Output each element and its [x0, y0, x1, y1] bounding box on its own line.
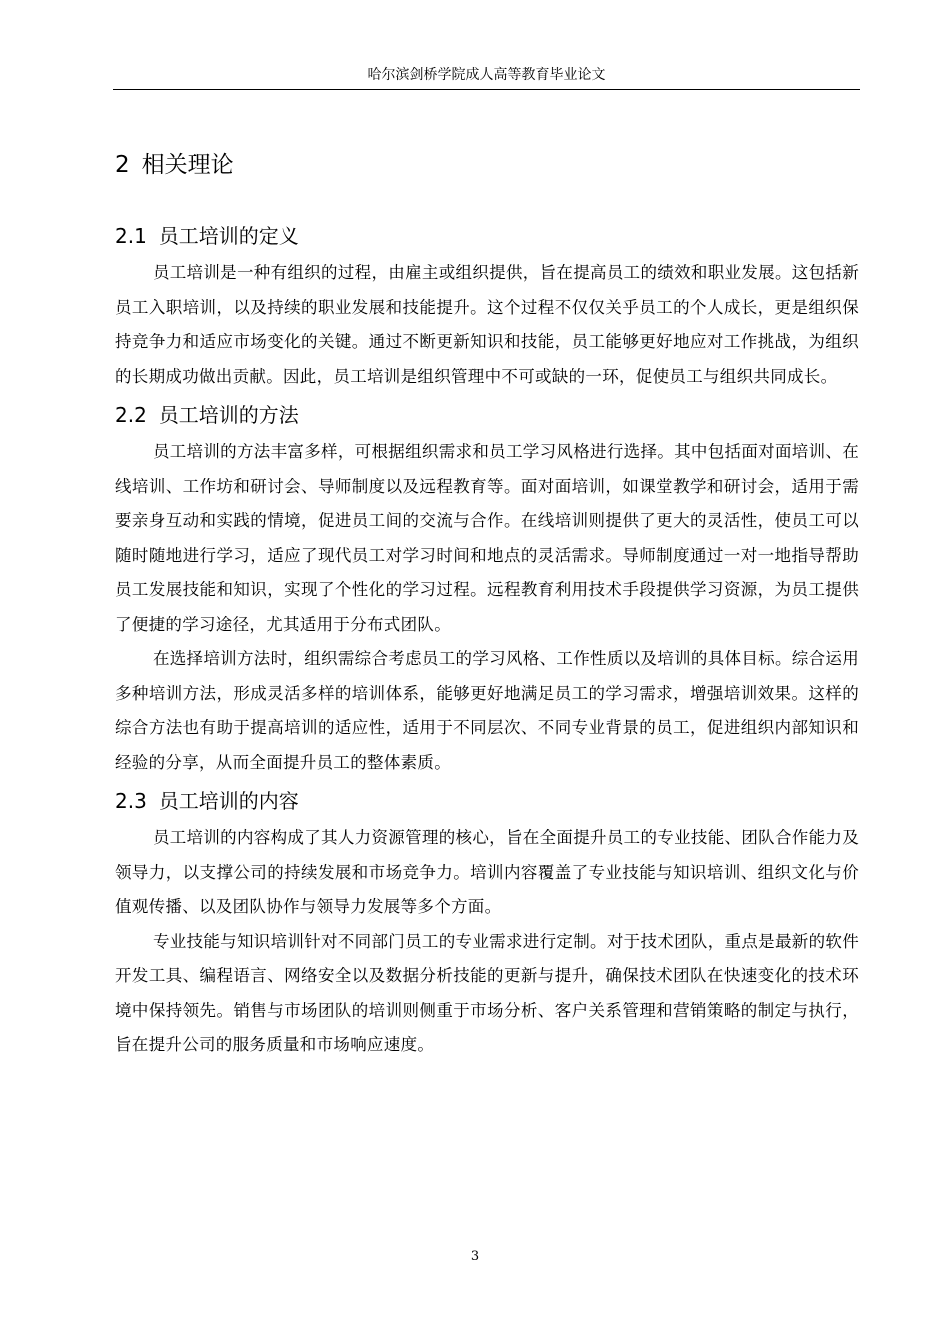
section-heading — [115, 784, 859, 818]
section-title: 员工培训的方法 — [158, 403, 299, 427]
section-title: 员工培训的内容 — [158, 789, 299, 813]
chapter-number: 2 — [115, 152, 130, 178]
section-heading — [115, 219, 859, 253]
section-number: 2.3 — [115, 789, 147, 813]
body-paragraph: 专业技能与知识培训针对不同部门员工的专业需求进行定制。对于技术团队，重点是最新的软件开发工具、编程语言、网络安全以及数据分析技能的更新与提升，确保技术团队在快速变化的技术环境中保持领先。销售与市场团队的培训则侧重于市场分析、客户关系管理和营销策略的制定与执行，旨在提升公司的服务质量和市场响应速度。 — [115, 931, 859, 1054]
page-number: 3 — [470, 1249, 480, 1264]
section-number: 2.1 — [115, 224, 147, 248]
section-heading — [115, 398, 859, 432]
page-content — [115, 148, 859, 1063]
body-paragraph: 员工培训的方法丰富多样，可根据组织需求和员工学习风格进行选择。其中包括面对面培训、在线培训、工作坊和研讨会、导师制度以及远程教育等。面对面培训，如课堂教学和研讨会，适用于需要亲身互动和实践的情境，促进员工间的交流与合作。在线培训则提供了更大的灵活性，使员工可以随时随地进行学习，适应了现代员工对学习时间和地点的灵活需求。导师制度通过一对一地指导帮助员工发展技能和知识，实现了个性化的学习过程。远程教育利用技术手段提供学习资源，为员工提供了便捷的学习途径，尤其适用于分布式团队。 — [115, 442, 859, 634]
body-paragraph: 员工培训是一种有组织的过程，由雇主或组织提供，旨在提高员工的绩效和职业发展。这包括新员工入职培训，以及持续的职业发展和技能提升。这个过程不仅仅关乎员工的个人成长，更是组织保持竞争力和适应市场变化的关键。通过不断更新知识和技能，员工能够更好地应对工作挑战，为组织的长期成功做出贡献。因此，员工培训是组织管理中不可或缺的一环，促使员工与组织共同成长。 — [115, 263, 859, 386]
chapter-title: 相关理论 — [141, 152, 234, 178]
section-number: 2.2 — [115, 403, 147, 427]
body-paragraph: 在选择培训方法时，组织需综合考虑员工的学习风格、工作性质以及培训的具体目标。综合运用多种培训方法，形成灵活多样的培训体系，能够更好地满足员工的学习需求，增强培训效果。这样的综合方法也有助于提高培训的适应性，适用于不同层次、不同专业背景的员工，促进组织内部知识和经验的分享，从而全面提升员工的整体素质。 — [115, 649, 859, 772]
running-header: 哈尔滨剑桥学院成人高等教育毕业论文 — [367, 67, 606, 83]
section-title: 员工培训的定义 — [158, 224, 299, 248]
body-paragraph: 员工培训的内容构成了其人力资源管理的核心，旨在全面提升员工的专业技能、团队合作能力及领导力，以支撑公司的持续发展和市场竞争力。培训内容覆盖了专业技能与知识培训、组织文化与价值观传播、以及团队协作与领导力发展等多个方面。 — [115, 828, 859, 916]
chapter-heading — [115, 148, 859, 182]
header-rule — [113, 89, 860, 90]
